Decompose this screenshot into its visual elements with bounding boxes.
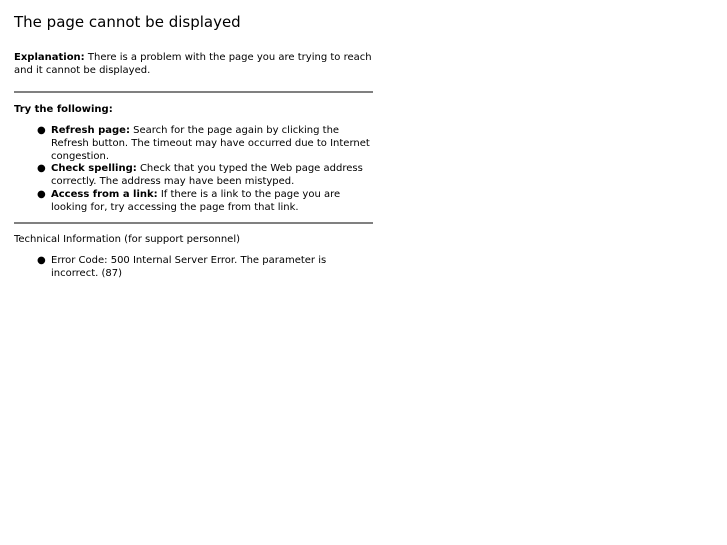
- suggestion-access-link: [37, 188, 373, 215]
- suggestion-refresh: [37, 125, 373, 163]
- divider: [14, 222, 373, 224]
- technical-info-heading: Technical Information (for support personnel): [14, 234, 241, 246]
- suggestion-check-spelling: [37, 163, 373, 189]
- suggestion-label: Check spelling:: [51, 163, 137, 175]
- suggestions-list: [14, 125, 373, 214]
- suggestion-text: Search for the page again by clicking the Refresh button. The timeout may have occurred due to Internet congestion.: [51, 125, 370, 162]
- error-code-item: [37, 255, 373, 281]
- explanation-text: There is a problem with the page you are trying to reach and it cannot be displayed.: [14, 52, 372, 76]
- bullet-icon: ●: [37, 163, 46, 175]
- page-title: The page cannot be displayed: [14, 13, 241, 31]
- suggestion-label: Access from a link:: [51, 188, 158, 200]
- bullet-icon: ●: [37, 188, 46, 200]
- bullet-icon: ●: [37, 125, 46, 136]
- suggestion-label: Refresh page:: [51, 125, 130, 136]
- suggestion-text: Check that you typed the Web page address correctly. The address may have been mistyped.: [51, 163, 363, 187]
- divider: [14, 91, 373, 93]
- error-page: [14, 12, 373, 281]
- explanation-label: Explanation:: [14, 52, 85, 63]
- bullet-icon: ●: [37, 255, 46, 267]
- explanation-paragraph: [14, 51, 373, 77]
- suggestion-text: If there is a link to the page you are looking for, try accessing the page from that link.: [51, 188, 341, 213]
- error-code-text: Error Code: 500 Internal Server Error. The parameter is incorrect. (87): [51, 255, 327, 279]
- try-following-heading: Try the following:: [14, 104, 113, 115]
- technical-info-list: [14, 255, 373, 281]
